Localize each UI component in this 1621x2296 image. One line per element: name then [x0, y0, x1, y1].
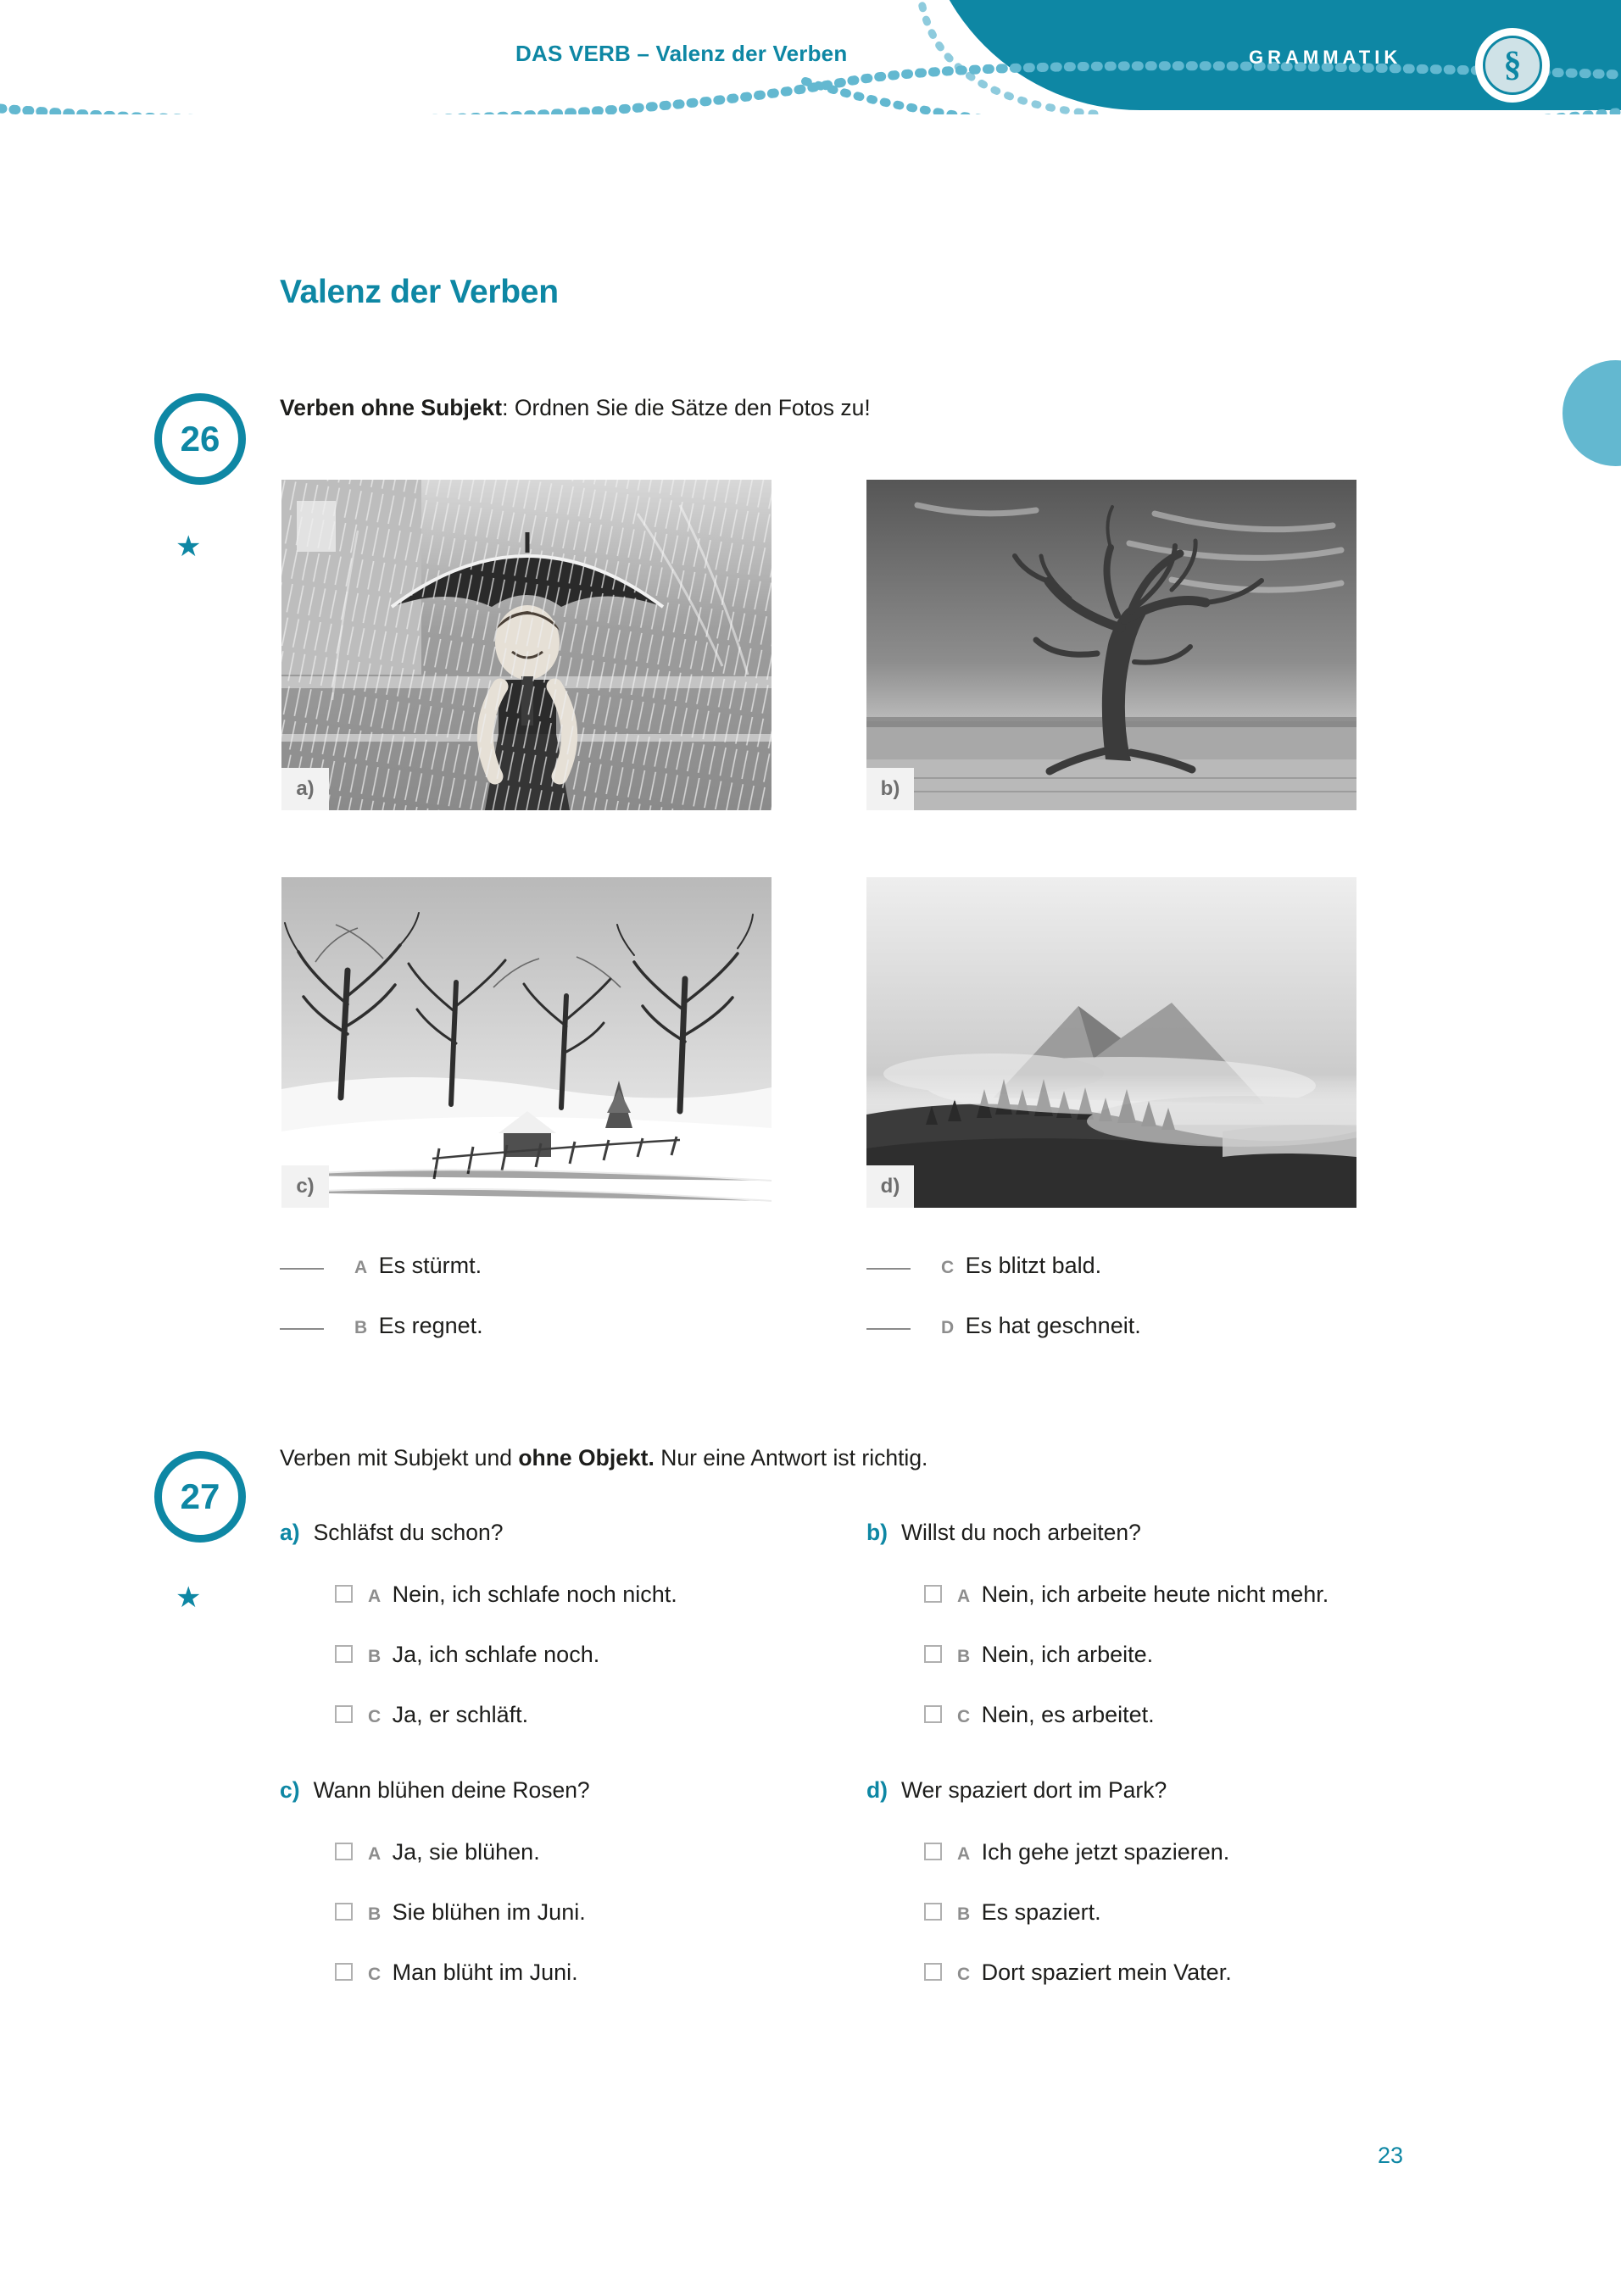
question-letter-c: c) [280, 1777, 300, 1803]
answer-row-b[interactable] [280, 1313, 483, 1339]
checkbox-d-C[interactable] [924, 1963, 942, 1981]
choice-text-d-A: Ich gehe jetzt spazieren. [981, 1839, 1230, 1865]
photo-label-b: b) [866, 768, 914, 810]
question-letter-d: d) [866, 1777, 888, 1803]
checkbox-c-B[interactable] [335, 1903, 353, 1921]
choice-letter-c-B: B [368, 1904, 382, 1924]
checkbox-b-B[interactable] [924, 1645, 942, 1663]
choice-text-a-C: Ja, er schläft. [392, 1702, 529, 1727]
checkbox-c-A[interactable] [335, 1843, 353, 1860]
answer-blank-a[interactable] [280, 1268, 324, 1270]
checkbox-d-A[interactable] [924, 1843, 942, 1860]
exercise-26-prompt-bold: Verben ohne Subjekt [280, 395, 503, 420]
option-text-d: Es hat geschneit. [965, 1313, 1141, 1338]
answer-row-d[interactable] [866, 1313, 1141, 1339]
choice-c-A[interactable] [335, 1839, 540, 1865]
option-text-b: Es regnet. [378, 1313, 483, 1338]
choice-text-d-B: Es spaziert. [981, 1899, 1101, 1925]
photo-label-a: a) [281, 768, 329, 810]
choice-d-B[interactable] [924, 1899, 1101, 1926]
photo-c-snow [281, 877, 772, 1208]
section-label: GRAMMATIK [1249, 47, 1402, 68]
option-text-a: Es stürmt. [378, 1253, 482, 1278]
choice-text-c-B: Sie blühen im Juni. [392, 1899, 586, 1925]
page-title: Valenz der Verben [280, 274, 559, 310]
option-text-c: Es blitzt bald. [965, 1253, 1102, 1278]
choice-d-A[interactable] [924, 1839, 1229, 1865]
photo-d-fog [866, 877, 1356, 1208]
choice-b-A[interactable] [924, 1582, 1329, 1608]
choice-letter-d-C: C [957, 1965, 971, 1984]
question-text-c: Wann blühen deine Rosen? [313, 1777, 590, 1803]
checkbox-a-A[interactable] [335, 1585, 353, 1603]
exercise-26-prompt [280, 393, 871, 422]
option-letter-b: B [354, 1318, 368, 1337]
choice-b-B[interactable] [924, 1642, 1153, 1668]
exercise-27-prompt-pre: Verben mit Subjekt und [280, 1445, 519, 1470]
question-b [866, 1520, 1141, 1546]
header-title: DAS VERB – Valenz der Verben [515, 41, 848, 66]
photo-a-rain [281, 480, 772, 810]
photo-c-image [281, 877, 772, 1208]
choice-c-C[interactable] [335, 1960, 578, 1986]
checkbox-b-C[interactable] [924, 1705, 942, 1723]
photo-label-c: c) [281, 1165, 329, 1208]
choice-letter-b-B: B [957, 1647, 971, 1666]
paragraph-icon: § [1503, 45, 1522, 84]
answer-blank-d[interactable] [866, 1328, 911, 1330]
choice-a-C[interactable] [335, 1702, 528, 1728]
checkbox-a-C[interactable] [335, 1705, 353, 1723]
choice-text-c-A: Ja, sie blühen. [392, 1839, 540, 1865]
choice-letter-b-C: C [957, 1707, 971, 1726]
question-letter-b: b) [866, 1520, 888, 1545]
exercise-27-prompt [280, 1443, 927, 1472]
choice-text-b-C: Nein, es arbeitet. [981, 1702, 1155, 1727]
option-letter-a: A [354, 1258, 368, 1277]
choice-text-b-A: Nein, ich arbeite heute nicht mehr. [981, 1582, 1329, 1607]
choice-letter-c-C: C [368, 1965, 382, 1984]
choice-letter-a-C: C [368, 1707, 382, 1726]
photo-b-image [866, 480, 1356, 810]
photo-d-image [866, 877, 1356, 1208]
photo-b-storm [866, 480, 1356, 810]
exercise-number-label: 26 [180, 419, 220, 459]
question-a [280, 1520, 504, 1546]
decorative-circle [1563, 360, 1621, 466]
checkbox-b-A[interactable] [924, 1585, 942, 1603]
photo-label-d: d) [866, 1165, 914, 1208]
exercise-number-27 [154, 1451, 246, 1543]
page-number: 23 [1378, 2143, 1404, 2168]
question-d [866, 1777, 1167, 1804]
checkbox-a-B[interactable] [335, 1645, 353, 1663]
checkbox-c-C[interactable] [335, 1963, 353, 1981]
choice-a-A[interactable] [335, 1582, 677, 1608]
choice-letter-d-A: A [957, 1844, 971, 1864]
choice-text-d-C: Dort spaziert mein Vater. [981, 1960, 1232, 1985]
exercise-27-prompt-post: Nur eine Antwort ist richtig. [654, 1445, 928, 1470]
option-letter-c: C [941, 1258, 955, 1277]
checkbox-d-B[interactable] [924, 1903, 942, 1921]
choice-b-C[interactable] [924, 1702, 1155, 1728]
paragraph-badge-inner [1483, 36, 1542, 95]
choice-text-c-C: Man blüht im Juni. [392, 1960, 578, 1985]
paragraph-badge [1475, 28, 1550, 103]
choice-letter-d-B: B [957, 1904, 971, 1924]
answer-blank-c[interactable] [866, 1268, 911, 1270]
choice-text-a-B: Ja, ich schlafe noch. [392, 1642, 600, 1667]
page-header [0, 0, 1621, 114]
choice-letter-a-B: B [368, 1647, 382, 1666]
difficulty-star-26: ★ [175, 531, 202, 563]
choice-letter-c-A: A [368, 1844, 382, 1864]
question-c [280, 1777, 590, 1804]
question-text-d: Wer spaziert dort im Park? [901, 1777, 1167, 1803]
question-letter-a: a) [280, 1520, 300, 1545]
exercise-number-label-27: 27 [180, 1476, 220, 1516]
exercise-26-prompt-rest: : Ordnen Sie die Sätze den Fotos zu! [502, 395, 871, 420]
answer-row-a[interactable] [280, 1253, 482, 1279]
choice-c-B[interactable] [335, 1899, 586, 1926]
answer-row-c[interactable] [866, 1253, 1101, 1279]
difficulty-star-27: ★ [175, 1582, 202, 1614]
exercise-27-prompt-bold: ohne Objekt. [518, 1445, 655, 1470]
question-text-b: Willst du noch arbeiten? [901, 1520, 1141, 1545]
choice-d-C[interactable] [924, 1960, 1232, 1986]
choice-letter-b-A: A [957, 1587, 971, 1606]
question-text-a: Schläfst du schon? [313, 1520, 504, 1545]
choice-text-b-B: Nein, ich arbeite. [981, 1642, 1154, 1667]
choice-letter-a-A: A [368, 1587, 382, 1606]
answer-blank-b[interactable] [280, 1328, 324, 1330]
exercise-number-26 [154, 393, 246, 485]
choice-text-a-A: Nein, ich schlafe noch nicht. [392, 1582, 677, 1607]
photo-a-image [281, 480, 772, 810]
choice-a-B[interactable] [335, 1642, 599, 1668]
option-letter-d: D [941, 1318, 955, 1337]
